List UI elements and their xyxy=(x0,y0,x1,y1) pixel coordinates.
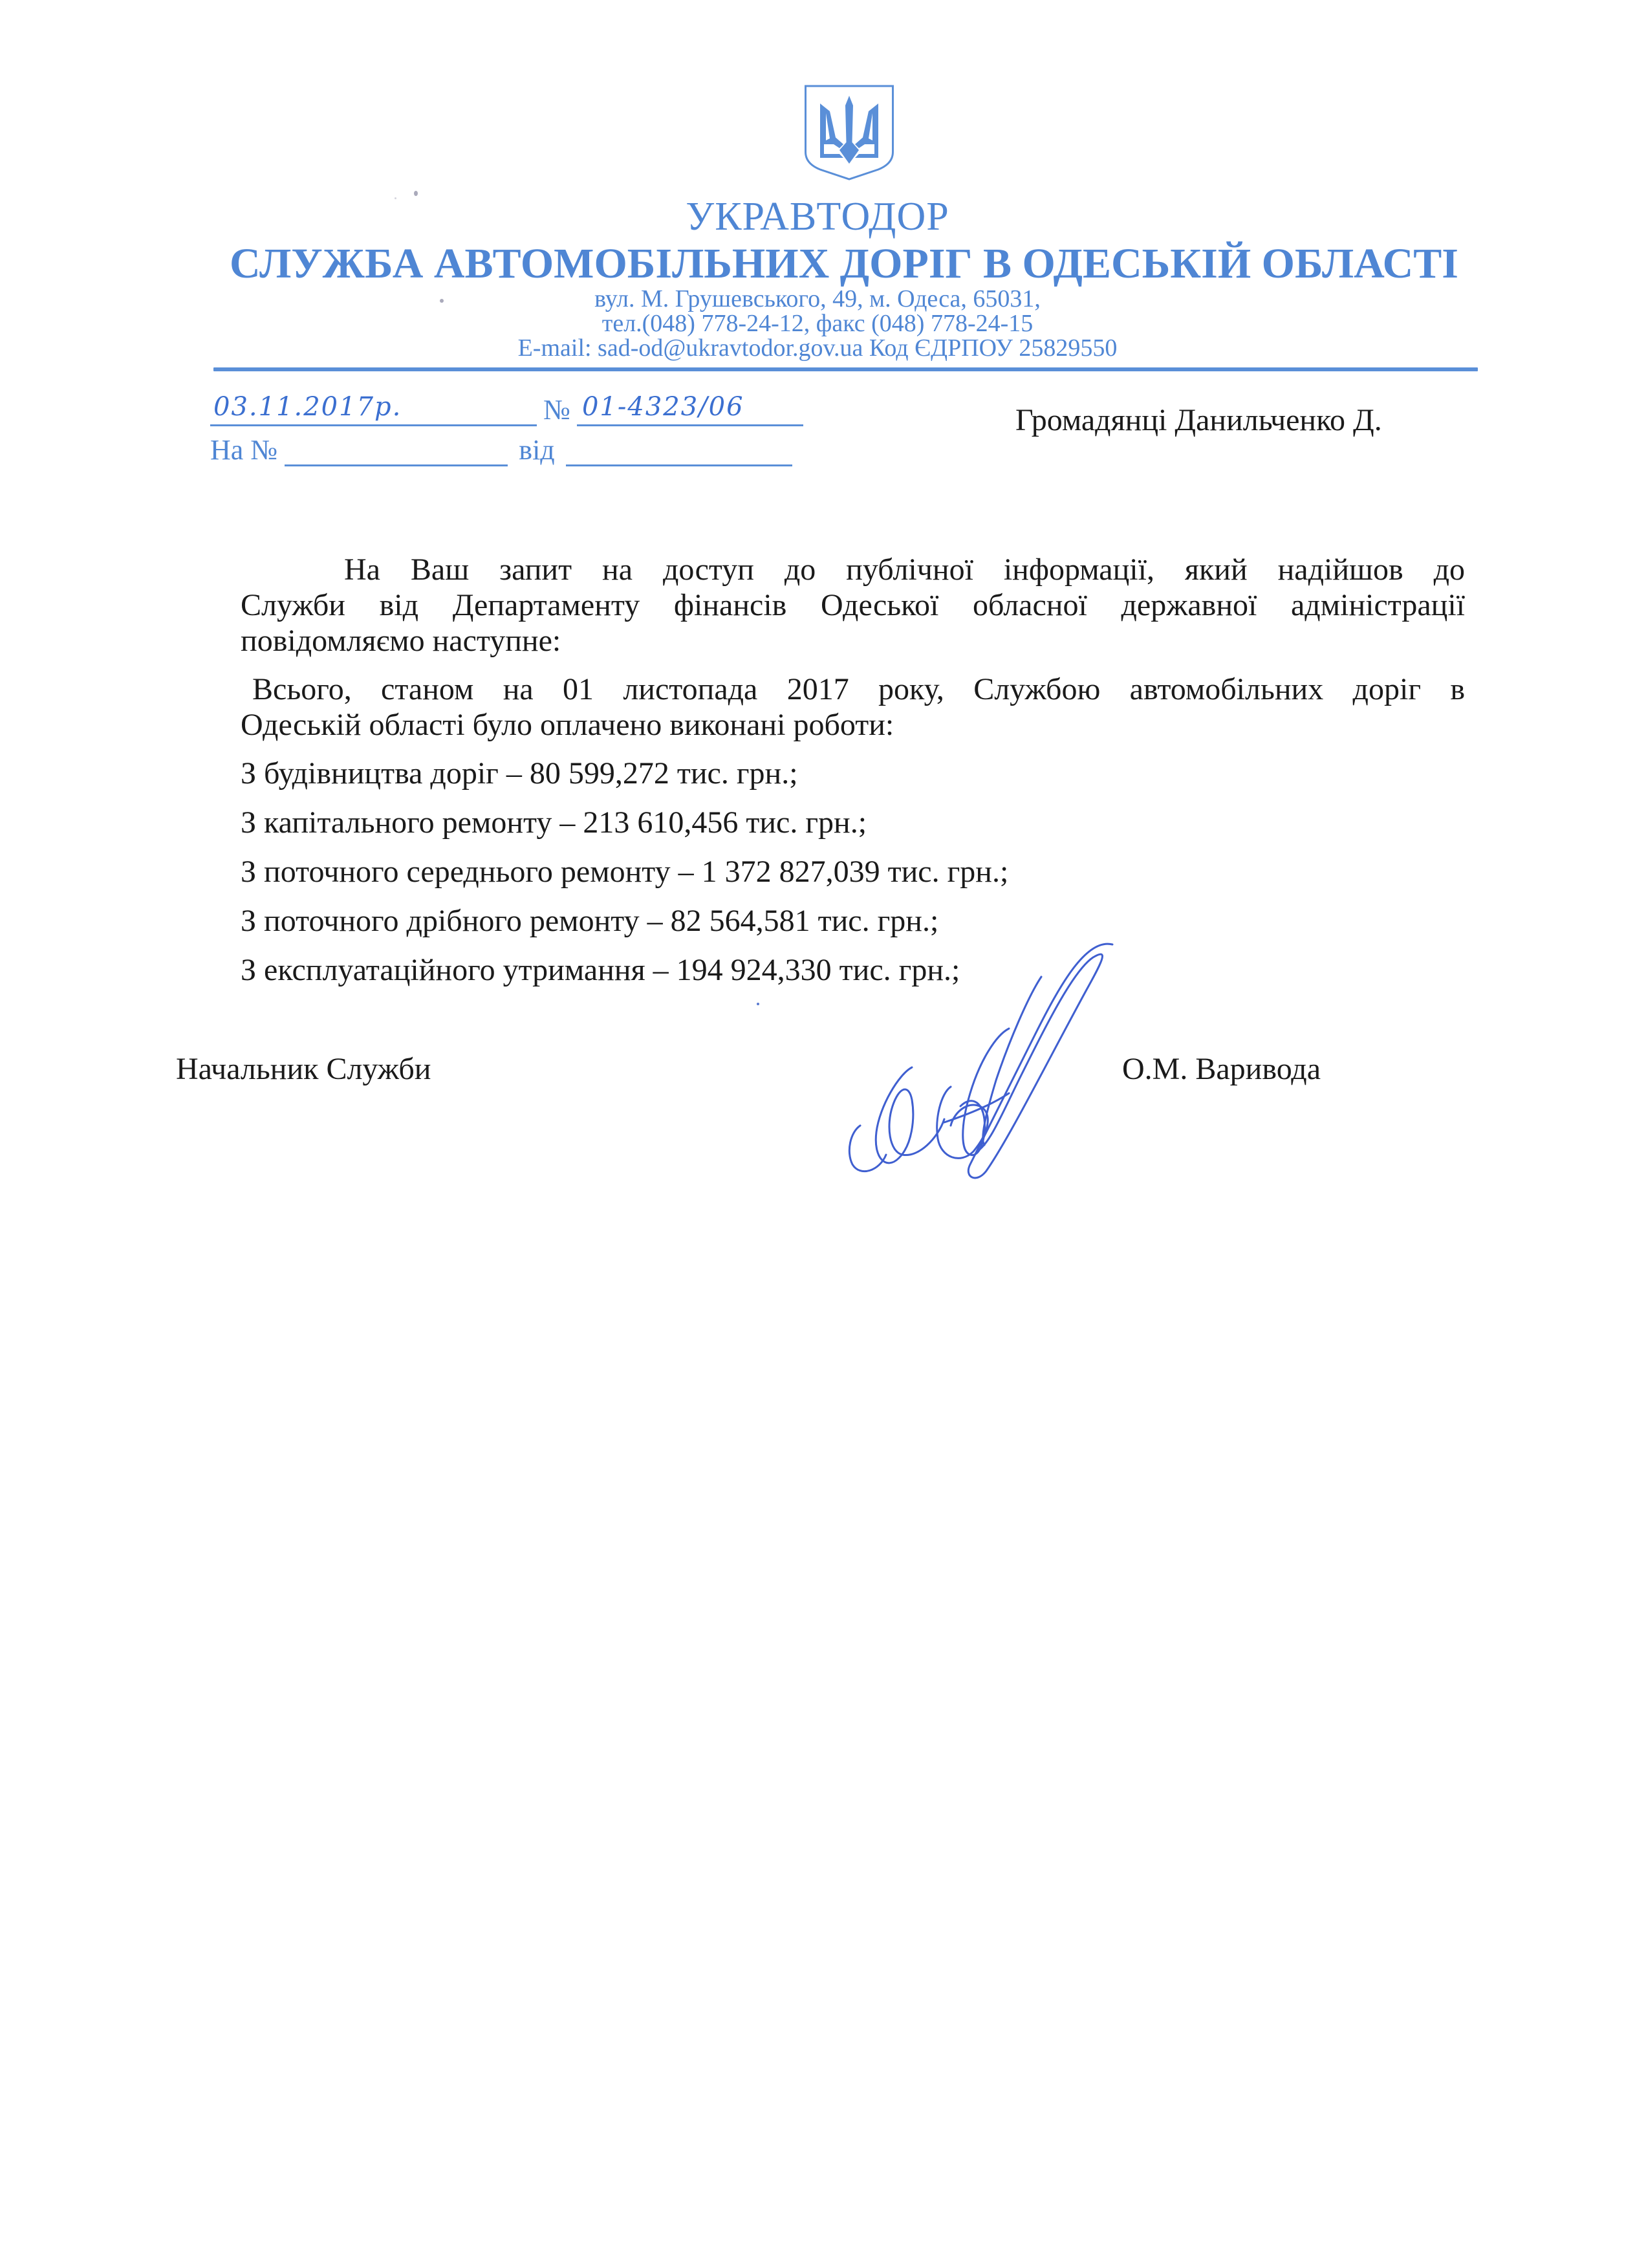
scan-speck xyxy=(414,191,418,196)
service-name: СЛУЖБА АВТОМОБІЛЬНИХ ДОРІГ В ОДЕСЬКІЙ ОБЛАСТІ xyxy=(230,240,1458,287)
expense-item: З поточного середнього ремонту – 1 372 827,039 тис. грн.; xyxy=(241,855,1009,889)
expense-item: З поточного дрібного ремонту – 82 564,581 тис. грн.; xyxy=(241,904,939,938)
number-label: № xyxy=(543,394,570,426)
signatory-name: О.М. Варивода xyxy=(1122,1052,1321,1086)
from-label: від xyxy=(519,434,555,466)
address-line: вул. М. Грушевського, 49, м. Одеса, 65031, xyxy=(594,285,1041,312)
body-paragraph-1-line-1: На Ваш запит на доступ до публічної інформації, який надійшов до xyxy=(344,552,1465,587)
outgoing-registration xyxy=(210,393,803,426)
date-field xyxy=(210,392,537,426)
coat-of-arms-icon xyxy=(801,84,898,181)
scan-speck xyxy=(440,299,444,303)
incoming-registration xyxy=(210,433,792,466)
body-paragraph-2-line-1: Всього, станом на 01 листопада 2017 року, Службою автомобільних доріг в xyxy=(252,672,1465,706)
scan-speck xyxy=(757,1003,759,1005)
handwritten-date: 03.11.2017р. xyxy=(213,392,402,422)
reply-date-field xyxy=(566,435,792,466)
handwritten-signature xyxy=(815,932,1119,1190)
body-paragraph-1-line-3: повідомляємо наступне: xyxy=(241,624,561,658)
handwritten-number: 01-4323/06 xyxy=(581,392,744,422)
organization-name: УКРАВТОДОР xyxy=(686,195,949,239)
reply-number-field xyxy=(285,435,508,466)
phone-line: тел.(048) 778-24-12, факс (048) 778-24-15 xyxy=(601,310,1034,337)
signatory-position: Начальник Служби xyxy=(176,1052,431,1086)
expense-item: З будівництва доріг – 80 599,272 тис. грн.; xyxy=(241,756,798,791)
number-field xyxy=(577,392,803,426)
body-paragraph-2-line-2: Одеській області було оплачено виконані роботи: xyxy=(241,708,894,742)
expense-item: З експлуатаційного утримання – 194 924,330 тис. грн.; xyxy=(241,953,960,987)
email-line: E-mail: sad-od@ukravtodor.gov.ua Код ЄДРПОУ 25829550 xyxy=(517,334,1118,362)
reply-to-label: На № xyxy=(210,434,278,466)
recipient: Громадянці Данильченко Д. xyxy=(1015,403,1382,437)
body-paragraph-1-line-2: Служби від Департаменту фінансів Одеської обласної державної адміністрації xyxy=(241,588,1465,622)
scan-speck xyxy=(395,197,396,199)
expense-item: З капітального ремонту – 213 610,456 тис. грн.; xyxy=(241,805,867,840)
letterhead-divider xyxy=(213,367,1478,371)
